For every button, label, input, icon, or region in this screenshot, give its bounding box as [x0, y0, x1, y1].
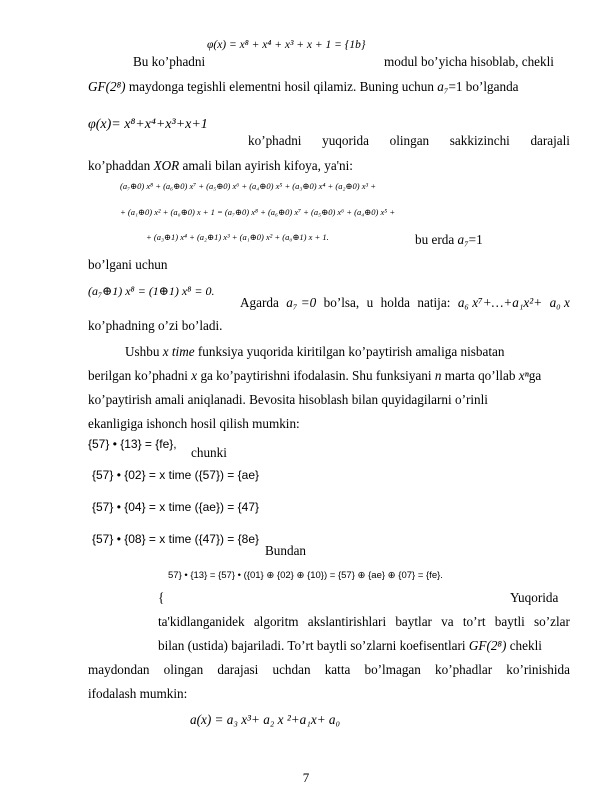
variable: a₇: [437, 79, 449, 94]
variable: xⁿ: [518, 368, 529, 383]
formula: a(x) = a₃ x³+ a₂ x ²+a₁x+ a₀: [190, 712, 341, 727]
equation-line-3: + (a₃⊕1) x⁴ + (a₂⊕1) x³ + (a₁⊕0) x² + (a₀⊕1) x + 1.: [146, 232, 329, 242]
text: ga: [528, 368, 542, 383]
field-arg: (2⁸): [486, 638, 507, 653]
formula: {57} • {08} = x time ({47}) = {8e}: [92, 532, 260, 546]
text-line: [88, 158, 353, 174]
text: ifodalash mumkin:: [88, 686, 188, 701]
text: =1 bo’lganda: [448, 79, 519, 94]
word: holda: [380, 295, 410, 310]
formula: {57} • {04} = x time ({ae}) = {47}: [92, 500, 260, 514]
word: va: [441, 614, 454, 629]
word: ta'kidlanganidek: [158, 614, 245, 629]
word: uchdan: [272, 662, 311, 677]
equation-line-2: + (a₁⊕0) x² + (a₀⊕0) x + 1 = (a₇⊕0) x⁸ + (a₆⊕0) x⁷ + (a₅⊕0) x⁶ + (a₄⊕0) x⁵ +: [120, 207, 396, 217]
field-symbol: GF: [88, 79, 106, 94]
text: ekanligiga ishonch hosil qilish mumkin:: [88, 416, 300, 431]
formula-phi-top: φ(x) = x⁸ + x⁴ + x³ + x + 1 = {1b}: [207, 39, 366, 51]
word: darajali: [530, 133, 570, 148]
justified-line: [88, 662, 570, 678]
text: ko’phaddan: [88, 158, 151, 173]
word: bo’lmagan: [364, 662, 421, 677]
function-name: x time: [162, 344, 195, 359]
text: maydonga tegishli elementni hosil qilamiz. Buning uchun: [128, 79, 434, 94]
word: u: [366, 295, 374, 310]
text-line: [158, 638, 542, 654]
text: Bu ko’phadni: [133, 54, 206, 69]
word: darajasi: [217, 662, 259, 677]
formula-phi: φ(x)= x⁸+x⁴+x³+x+1: [88, 117, 208, 132]
text: ko’paytirish amali aniqlanadi. Bevosita hisoblash bilan quyidagilarni o’rinli: [88, 392, 488, 407]
text-line: [88, 368, 541, 384]
word: yuqorida: [322, 133, 369, 148]
text: ko’phadning o’zi bo’ladi.: [88, 318, 223, 333]
text: modul bo’yicha hisoblab, chekli: [384, 54, 554, 69]
text: bo’lgani uchun: [88, 257, 168, 272]
formula: {57} • {13} = {fe},: [88, 437, 177, 451]
word: baytlar: [395, 614, 432, 629]
xor-term: XOR: [153, 158, 180, 173]
word: katta: [324, 662, 351, 677]
field-symbol: GF: [468, 638, 487, 653]
word: ko’rinishida: [506, 662, 570, 677]
word: baytli: [494, 614, 525, 629]
word: natija:: [417, 295, 451, 310]
text: {: [158, 590, 165, 605]
word: bo’lsa,: [323, 295, 360, 310]
text: amali bilan ayirish kifoya, ya'ni:: [182, 158, 353, 173]
word: a₀ x: [549, 295, 570, 310]
word: ko’phadni: [248, 133, 302, 148]
word: a₇ =0: [286, 295, 317, 310]
word: Agarda: [240, 295, 279, 310]
word: olingan: [389, 133, 430, 148]
text: Ushbu: [125, 344, 160, 359]
text: ga ko’paytirishni ifodalasin. Shu funksiyani: [200, 368, 432, 383]
text-line: [415, 232, 483, 248]
formula: (a₇⊕1) x⁸ = (1⊕1) x⁸ = 0.: [88, 284, 215, 298]
text: bu erda: [415, 232, 455, 247]
word: olingan: [163, 662, 204, 677]
text: funksiya yuqorida kiritilgan ko’paytirish amaliga nisbatan: [197, 344, 505, 359]
page-number: 7: [302, 770, 310, 785]
word: ko’phadlar: [435, 662, 493, 677]
text: chunki: [191, 445, 227, 460]
text: Bundan: [265, 543, 307, 558]
equation-line-1: (a₇⊕0) x⁸ + (a₆⊕0) x⁷ + (a₅⊕0) x⁶ + (a₄⊕0) x⁵ + (a₃⊕0) x⁴ + (a₂⊕0) x³ +: [120, 181, 376, 191]
word: maydondan: [88, 662, 150, 677]
justified-line: [240, 295, 570, 311]
field-arg: (2⁸): [105, 79, 126, 94]
variable: n: [434, 368, 442, 383]
variable: x: [191, 368, 198, 383]
word: algoritm: [253, 614, 299, 629]
text: chekli: [509, 638, 542, 653]
text: bilan (ustida) bajariladi. To’rt baytli so’zlarni koefisentlari: [158, 638, 466, 653]
formula: {57} • {02} = x time ({57}) = {ae}: [92, 468, 260, 482]
text: berilgan ko’phadni: [88, 368, 188, 383]
text-line: [88, 79, 519, 95]
word: akslantirishlari: [307, 614, 387, 629]
word: so’zlar: [534, 614, 570, 629]
variable: a₇: [457, 232, 469, 247]
text: marta qo’llab: [444, 368, 516, 383]
text: =1: [468, 232, 483, 247]
formula: 57} • {13} = {57} • ({01} ⊕ {02} ⊕ {10}) = {57} ⊕ {ae} ⊕ {07} = {fe}.: [168, 570, 443, 581]
text-line: [125, 344, 504, 360]
word: a₆ x⁷+…+a₁x²+: [457, 295, 543, 310]
justified-line: [158, 614, 570, 630]
word: sakkizinchi: [449, 133, 510, 148]
text-line: [133, 54, 205, 70]
word: to’rt: [462, 614, 486, 629]
justified-line: [248, 133, 570, 149]
text: Yuqorida: [510, 590, 559, 605]
